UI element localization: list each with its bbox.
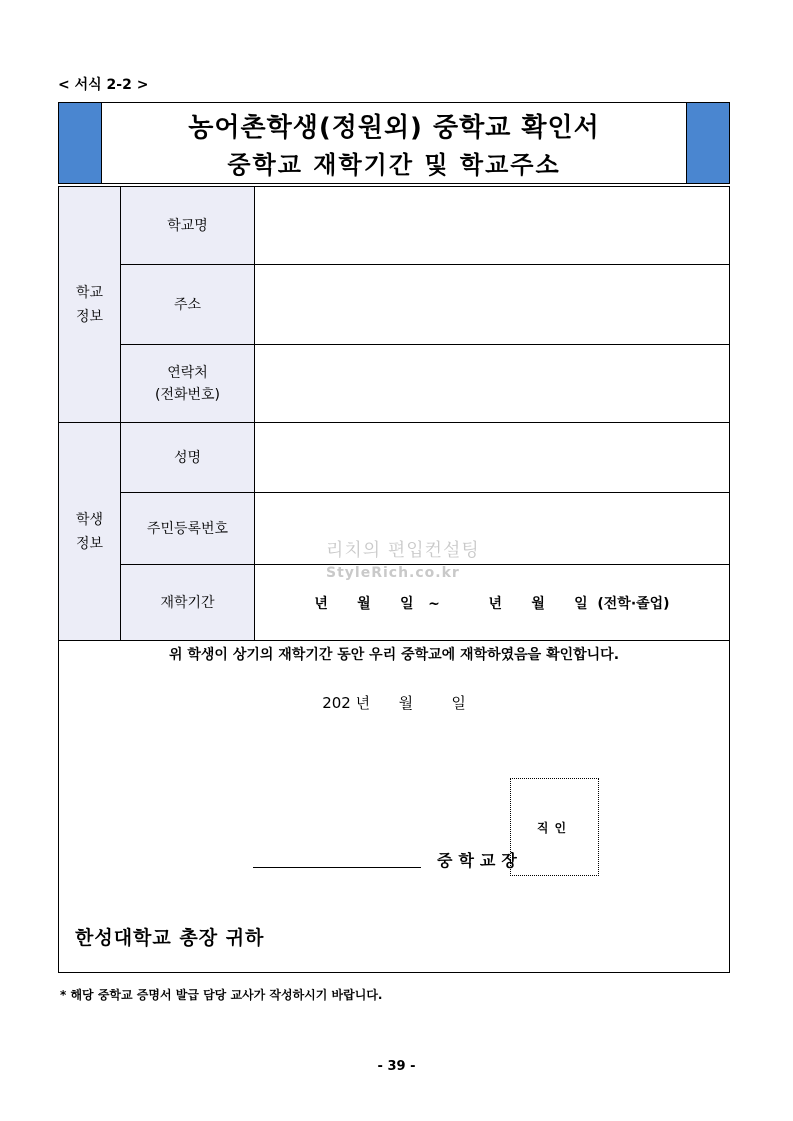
watermark-url: StyleRich.co.kr: [326, 565, 460, 581]
recipient: 한성대학교 총장 귀하: [75, 927, 265, 949]
issue-date[interactable]: 202 년 월 일: [322, 694, 466, 712]
group-label-line: 학교: [75, 284, 104, 301]
enrollment-period-label: 재학기간: [121, 565, 255, 641]
contact-label-line: 연락처: [167, 364, 208, 381]
school-name-label: 학교명: [121, 187, 255, 265]
document-title: 농어촌학생(정원외) 중학교 확인서: [188, 113, 600, 143]
page-number: - 39 -: [377, 1059, 416, 1074]
student-name-field[interactable]: [255, 423, 730, 493]
confirmation-statement: 위 학생이 상기의 재학기간 동안 우리 중학교에 재학하였음을 확인합니다.: [168, 647, 620, 663]
school-info-group-label: [59, 187, 121, 423]
watermark-text: 리치의 편입컨설팅: [326, 540, 480, 561]
school-address-label: 주소: [121, 265, 255, 345]
enrollment-period-text: 년 월 일 ~ 년 월 일 (전학·졸업): [314, 595, 670, 612]
footnote: * 해당 중학교 증명서 발급 담당 교사가 작성하시기 바랍니다.: [60, 988, 383, 1002]
contact-label-line: (전화번호): [154, 386, 221, 403]
student-name-label: 성명: [121, 423, 255, 493]
student-info-group-label: [59, 423, 121, 641]
confirmation-section: [58, 640, 730, 973]
document-subtitle: 중학교 재학기간 및 학교주소: [227, 151, 561, 179]
form-number-label: < 서식 2-2 >: [58, 77, 149, 93]
group-label-line: 정보: [75, 535, 104, 552]
official-seal-box: [510, 778, 599, 876]
seal-label: 직인: [536, 821, 573, 835]
school-contact-label: [121, 345, 255, 423]
document-header: [58, 102, 730, 184]
school-name-field[interactable]: [255, 187, 730, 265]
school-address-field[interactable]: [255, 265, 730, 345]
school-contact-field[interactable]: [255, 345, 730, 423]
resident-number-label: 주민등록번호: [121, 493, 255, 565]
principal-label: 중학교장: [437, 851, 523, 870]
school-name-signature-line[interactable]: [253, 867, 421, 868]
group-label-line: 정보: [75, 308, 104, 325]
group-label-line: 학생: [75, 511, 104, 528]
